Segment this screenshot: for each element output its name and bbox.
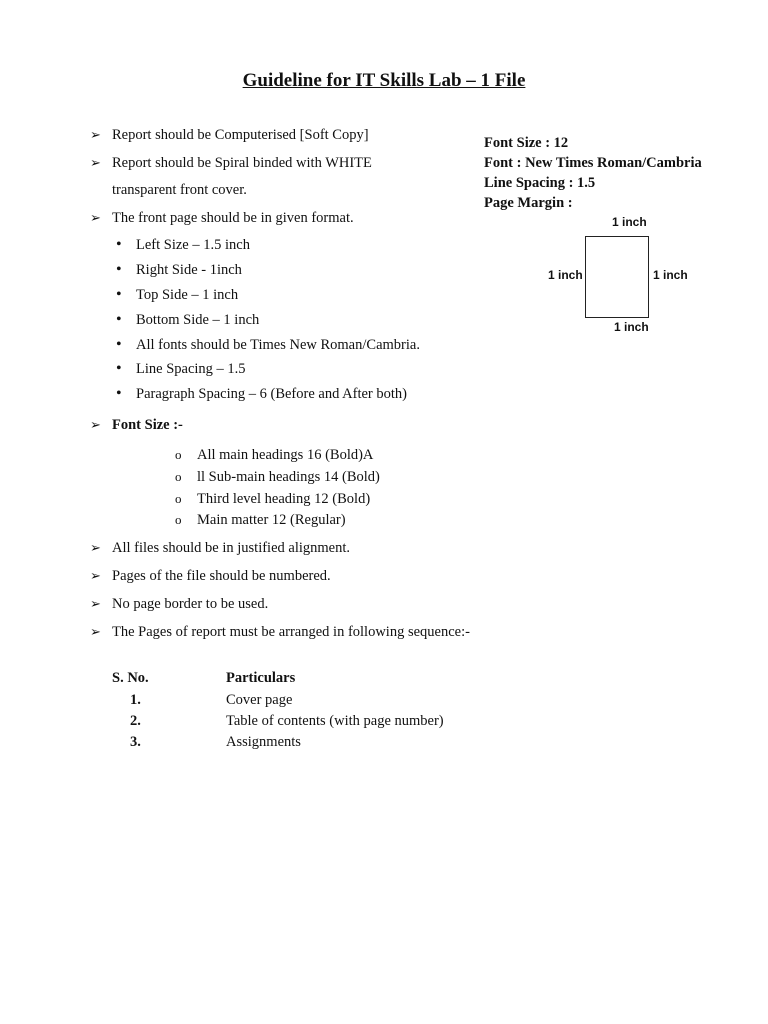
table-row-number: 1. [130,692,141,708]
circle-bullet-icon: o [175,491,182,506]
bullet-icon: • [116,261,122,278]
arrow-bullet-icon: ➢ [90,155,101,170]
list-item: Line Spacing – 1.5 [136,361,246,377]
list-item: Main matter 12 (Regular) [197,512,346,528]
point-spiral-line-1: Report should be Spiral binded with WHITE [112,155,372,171]
line-spacing-info: Line Spacing : 1.5 [484,175,596,191]
point-spiral-line-2: transparent front cover. [112,182,247,198]
point-sequence: The Pages of report must be arranged in following sequence:- [112,624,470,640]
circle-bullet-icon: o [175,469,182,484]
table-row-item: Cover page [226,692,293,708]
point-front-page: The front page should be in given format. [112,210,354,226]
bullet-icon: • [116,286,122,303]
font-info: Font : New Times Roman/Cambria [484,155,702,171]
table-row-item: Assignments [226,734,301,750]
list-item: ll Sub-main headings 14 (Bold) [197,469,380,485]
bullet-icon: • [116,385,122,402]
arrow-bullet-icon: ➢ [90,624,101,639]
list-item: Third level heading 12 (Bold) [197,491,371,507]
point-numbered: Pages of the file should be numbered. [112,568,331,584]
margin-left-label: 1 inch [548,268,583,282]
bullet-icon: • [116,311,122,328]
margin-top-label: 1 inch [612,215,647,229]
bullet-icon: • [116,236,122,253]
point-computerised: Report should be Computerised [Soft Copy] [112,127,369,143]
arrow-bullet-icon: ➢ [90,417,101,432]
format-summary [484,133,702,213]
column-header-particulars: Particulars [226,670,296,686]
list-item: All main headings 16 (Bold)A [197,447,374,463]
arrow-bullet-icon: ➢ [90,540,101,555]
table-row-item: Table of contents (with page number) [226,713,444,729]
bullet-icon: • [116,336,122,353]
arrow-bullet-icon: ➢ [90,127,101,142]
list-item: All fonts should be Times New Roman/Cambria. [136,337,420,353]
point-justified: All files should be in justified alignment. [112,540,351,556]
circle-bullet-icon: o [175,447,182,462]
point-no-border: No page border to be used. [112,596,269,612]
list-item: Paragraph Spacing – 6 (Before and After both) [136,386,407,402]
margin-right-label: 1 inch [653,268,688,282]
column-header-sno: S. No. [112,670,149,686]
arrow-bullet-icon: ➢ [90,210,101,225]
bullet-icon: • [116,360,122,377]
page-margin-diagram [585,236,649,318]
circle-bullet-icon: o [175,512,182,527]
page-margin-info: Page Margin : [484,195,573,211]
list-item: Top Side – 1 inch [136,287,239,303]
list-item: Bottom Side – 1 inch [136,312,260,328]
arrow-bullet-icon: ➢ [90,596,101,611]
font-size-info: Font Size : 12 [484,135,569,151]
list-item: Right Side - 1inch [136,262,242,278]
list-item: Left Size – 1.5 inch [136,237,250,253]
page-title: Guideline for IT Skills Lab – 1 File [242,70,526,91]
table-row-number: 2. [130,713,141,729]
font-size-heading: Font Size :- [112,417,183,433]
arrow-bullet-icon: ➢ [90,568,101,583]
table-row-number: 3. [130,734,141,750]
margin-bottom-label: 1 inch [614,320,649,334]
